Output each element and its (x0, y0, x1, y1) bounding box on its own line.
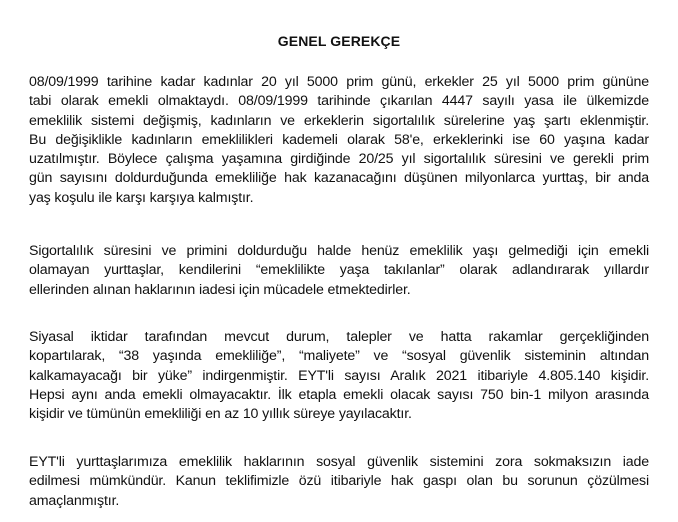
document-title: GENEL GEREKÇE (277, 33, 401, 49)
text-line: kopartılarak, “38 yaşında emekliliğe”, “maliyete” ve “sosyal güvenlik sisteminin altından (29, 348, 649, 365)
text-line: tabi olarak emekli olmaktaydı. 08/09/1999 tarihinde çıkarılan 4447 sayılı yasa ile ülkemizde (29, 93, 649, 110)
text-line: Hepsi aynı anda emekli olmayacaktır. İlk etapla emekli olacak sayısı 750 bin-1 milyon arasında (29, 386, 649, 403)
text-line: edilmesi mümkündür. Kanun teklifimizle özü itibariyle hak gaspı olan bu sorunun çözülmesi (29, 473, 649, 490)
paragraph-2 (29, 242, 649, 300)
text-line: amaçlanmıştır. (29, 492, 120, 509)
paragraph-4 (29, 453, 649, 511)
text-line: uzatılmıştır. Böylece çalışma yaşamına girdiğinde 20/25 yıl sigortalılık süresini ve gerekli prim (29, 151, 649, 168)
text-line: Sigortalılık süresini ve primini doldurduğu halde henüz emeklilik yaşı gelmediği için emekli (29, 243, 649, 259)
text-line: EYT'li yurttaşlarımıza emeklilik haklarının sosyal güvenlik sistemini zora sokmaksızın iade (29, 454, 649, 470)
text-line: Bu değişiklikle kadınların emeklilikleri kademeli olarak 58'e, erkeklerinki ise 60 yaşına kadar (29, 131, 649, 148)
text-line: emeklilik sistemi değişmiş, kadınların ve erkeklerin sigortalılık sürelerine yaş şartı eklenmiştir. (29, 112, 649, 129)
paragraph-1 (29, 73, 649, 208)
text-line: ellerinden alınan haklarının iadesi için mücadele etmektedirler. (29, 281, 411, 298)
text-line: kişidir ve tümünün emekliliği en az 10 yıllık süreye yayılacaktır. (29, 406, 412, 423)
text-line: Siyasal iktidar tarafından mevcut durum, talepler ve hatta rakamlar gerçekliğinden (29, 329, 649, 345)
text-line: kalkamayacağı bir yüke” indirgenmiştir. EYT'li sayısı Aralık 2021 itibariyle 4.805.140 kişidir. (29, 367, 649, 384)
paragraph-3 (29, 328, 649, 424)
text-line: gün sayısını doldurduğunda emekliliğe hak kazanacağını düşünen milyonlarca yurttaş, bir anda (29, 170, 649, 187)
text-line: yaş koşulu ile karşı karşıya kalmıştır. (29, 189, 254, 206)
text-line: 08/09/1999 tarihine kadar kadınlar 20 yıl 5000 prim günü, erkekler 25 yıl 5000 prim gününe (29, 74, 649, 90)
text-line: olamayan yurttaşlar, kendilerini “emeklilikte yaşa takılanlar” olarak adlandırarak yıllardır (29, 262, 649, 279)
